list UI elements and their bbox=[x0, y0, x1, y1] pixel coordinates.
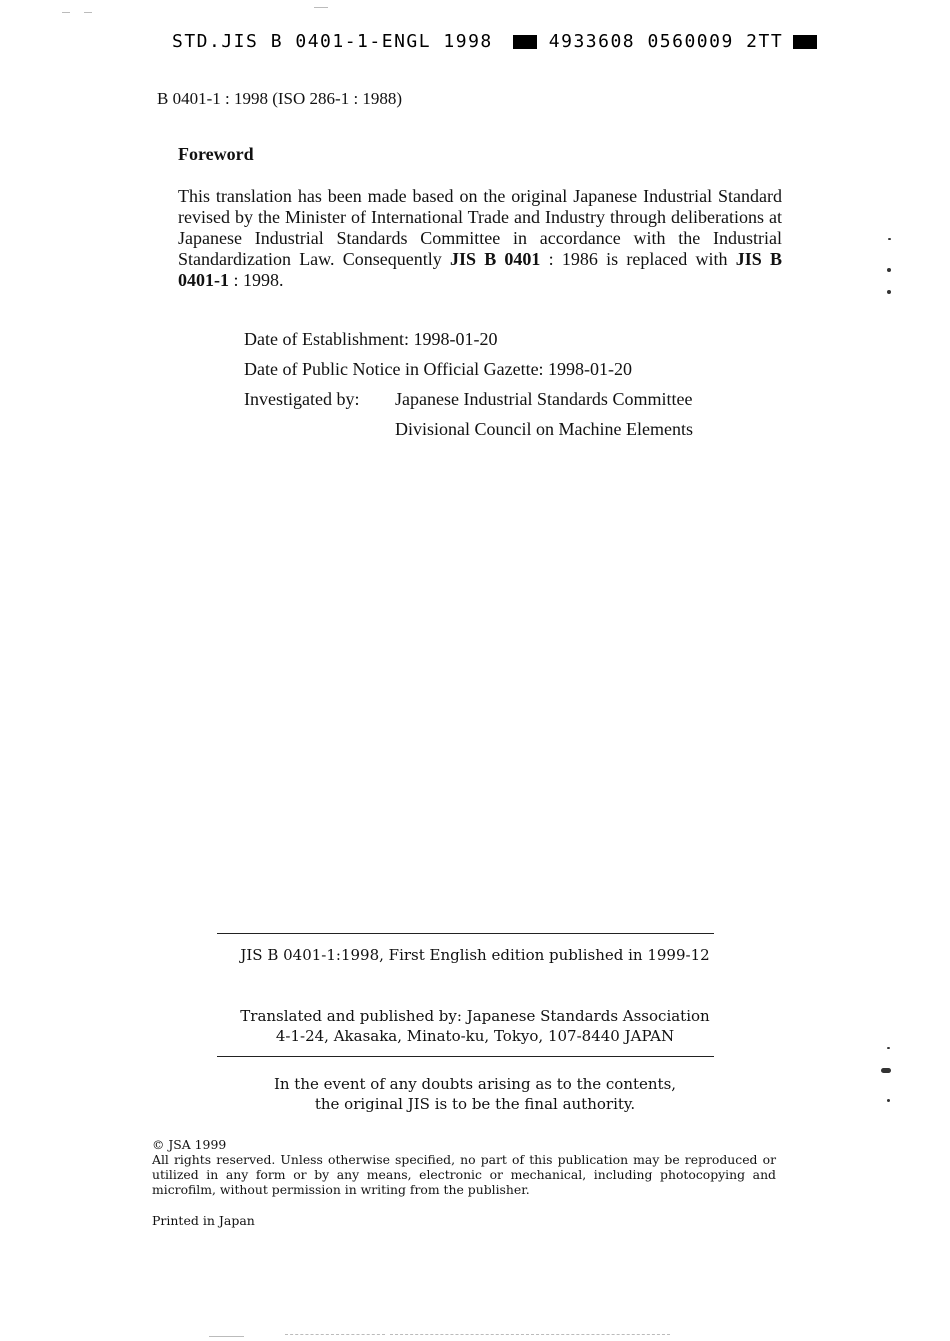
scan-artifact bbox=[314, 7, 328, 8]
scan-artifact bbox=[62, 12, 70, 13]
authority-notice bbox=[0, 1074, 950, 1114]
printed-in: Printed in Japan bbox=[152, 1213, 255, 1228]
edition-statement: JIS B 0401-1:1998, First English edition published in 1999-12 bbox=[240, 946, 710, 964]
investigated-by-line1: Japanese Industrial Standards Committee bbox=[395, 389, 693, 409]
document-id: B 0401-1 : 1998 (ISO 286-1 : 1988) bbox=[157, 89, 403, 108]
copyright-block bbox=[152, 1137, 776, 1197]
scan-artifact bbox=[285, 1334, 385, 1335]
scan-speck bbox=[887, 1099, 890, 1102]
rights-statement: All rights reserved. Unless otherwise specified, no part of this publication may be reproduced or utilized in any form or by any means, electronic or mechanical, including photocopying and microfilm, without permission in writing from the publisher. bbox=[152, 1152, 776, 1197]
foreword-new-standard-ref: JIS B 0401-1 bbox=[178, 249, 782, 290]
authority-notice-line2: the original JIS is to be the final authority. bbox=[314, 1095, 636, 1113]
scan-speck bbox=[881, 1068, 891, 1073]
stamp-black-bar-end bbox=[793, 35, 817, 49]
foreword-title: Foreword bbox=[178, 144, 254, 164]
scan-artifact bbox=[209, 1336, 244, 1337]
scan-speck bbox=[887, 290, 891, 294]
investigated-by-label: Investigated by: bbox=[244, 389, 360, 409]
date-of-establishment: Date of Establishment: 1998-01-20 bbox=[244, 329, 498, 349]
authority-notice-line1: In the event of any doubts arising as to the contents, bbox=[273, 1075, 677, 1093]
stamp-black-bar bbox=[513, 35, 537, 49]
scan-speck bbox=[888, 238, 891, 240]
scan-artifact bbox=[390, 1334, 670, 1335]
divider-top bbox=[217, 933, 714, 934]
scan-speck bbox=[887, 1047, 890, 1049]
foreword-text-end: : 1998. bbox=[229, 270, 284, 290]
scan-artifact bbox=[84, 12, 92, 13]
foreword-body bbox=[178, 186, 782, 291]
publisher-info bbox=[0, 1006, 950, 1046]
publisher-address: 4-1-24, Akasaka, Minato-ku, Tokyo, 107-8440 JAPAN bbox=[275, 1027, 675, 1045]
publisher-line1: Translated and published by: Japanese Standards Association bbox=[240, 1007, 710, 1025]
foreword-text-mid: : 1986 is replaced with bbox=[540, 249, 736, 269]
scan-speck bbox=[887, 268, 891, 272]
date-of-public-notice: Date of Public Notice in Official Gazette: 1998-01-20 bbox=[244, 359, 633, 379]
foreword-text: This translation has been made based on the original Japanese Industrial Standard revised by the Minister of International Trade and Industry through deliberations at Japanese Industrial Standards Committee in accordance with the Industrial Standardization Law. Consequently bbox=[178, 186, 782, 269]
copyright-line: © JSA 1999 bbox=[152, 1137, 227, 1152]
header-stamp-middle: 4933608 0560009 2TT bbox=[548, 31, 784, 52]
header-stamp bbox=[172, 31, 817, 52]
header-stamp-left: STD.JIS B 0401-1-ENGL 1998 bbox=[172, 31, 493, 52]
foreword-old-standard-ref: JIS B 0401 bbox=[449, 249, 541, 269]
investigated-by-line2: Divisional Council on Machine Elements bbox=[395, 419, 693, 439]
divider-bottom bbox=[217, 1056, 714, 1057]
